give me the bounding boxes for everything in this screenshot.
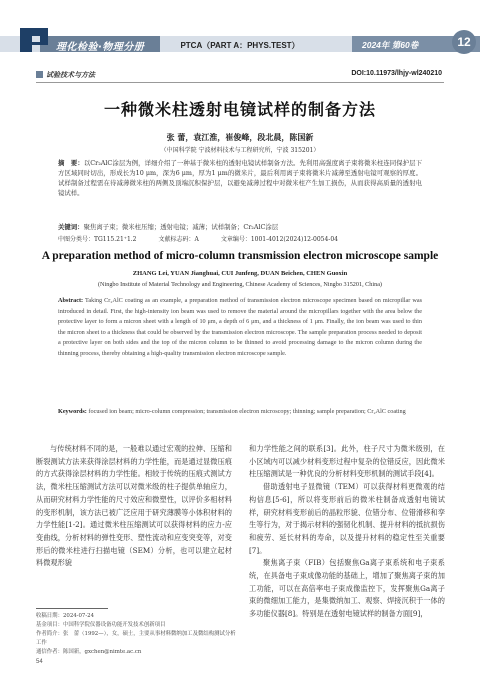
volume-label: 2024年 第60卷 xyxy=(362,40,419,50)
footnote-divider xyxy=(36,608,108,609)
abstract-cn-text: 以Cr₂AlC涂层为例，详细介绍了一种基于微米柱的透射电镜试样制备方法。先利用高强度离子束将微米柱连同保护层下方区域同时切出，形成长为10 μm，深为6 μm，厚为1 μm的微米片，最后利用离子束将微米片减薄至透射电镜可观察的厚度。试样制备过程需在待减薄微米柱的两侧及顶端沉积保护层，以避免减薄过程中对微米柱产生加工损伤，从而获得高质量的透射电镜试样。 xyxy=(58,159,422,197)
body-paragraph: 聚焦离子束（FIB）包括聚焦Ga离子束系统和电子束系统，在具备电子束成像功能的基础上，增加了聚焦离子束的加工功能，可以在高倍率电子束成像监控下，发挥聚焦Ga离子束的微细加工能力，是集微纳加工、观察、焊接沉积于一体的多功能仪器[8]。特别是在透射电镜试样的制备方面[9]， xyxy=(249,558,445,619)
article-number: 文章编号：1001-4012(2024)12-0054-04 xyxy=(220,236,338,243)
footnote-fund: 基金项目：中国科学院仪器设备功能开发技术创新项目 xyxy=(36,622,166,628)
body-paragraph: 与传统材料不同的是，一般难以通过宏观的拉伸、压缩和断裂测试方法来获得涂层材料的力学性能，而是通过显微压痕的方式获得涂层材料的力学性能。相较于传统的压痕式测试方法，微米柱压缩测试方法可以对微米级的柱子提供单轴应力，从而研究材料力学性能的尺寸效应和微塑性，以评价多相材料的变形机制，该方法已被广泛应用于研究薄膜等小体积材料的力学性能[1-2]。通过微米柱压缩测试可以获得材料的应力-应变曲线，分析材料的弹性变形、塑性流动和应变突变等，对变形后的微米柱进行扫描电镜（SEM）分析，也可以建立起材料微观形貌 xyxy=(36,444,232,568)
affiliation-en: (Ningbo Institute of Material Technology and Engineering, Chinese Academy of Sciences, Ningbo 315201, China) xyxy=(97,281,382,288)
body-paragraph: 借助透射电子显微镜（TEM）可以获得材料更微观的结构信息[5-6]，所以将变形前后的微米柱制备成透射电镜试样，研究材料变形前后的晶粒形貌、位错分布、位错滑移和孪生等行为，对于揭示材料的强韧化机制、提升材料的抵抗损伤和疲劳、延长材料的寿命，以及提升材料的稳定性至关重要[7]。 xyxy=(249,482,445,555)
keywords-en-label: Keywords: xyxy=(58,408,87,415)
body-column-right xyxy=(249,443,445,621)
authors-cn: 张 蕾，袁江淮，崔俊峰，段北晨，陈国新 xyxy=(166,133,314,142)
abstract-en-text: Taking Cr₂AlC coating as an example, a preparation method of transmission electron microscope specimen based on micropillar was introduced in detail. First, the high-intensity ion beam was used to remove the material around the micropillars together with the area below the protective layer to form a micron sheet with a length of 10 μm, a depth of 6 μm, and a thickness of 1 μm. Finally, the ion beam was used to thin the micron sheet to a thickness that could be observed by the transmission electron microscope. The sample preparation process needed to deposit a protective layer on both sides and the top of the micron column to be thinned to avoid processing damage to the micron column during the thinning process, thereby obtaining a high-quality transmission electron microscope sample. xyxy=(58,297,422,357)
keywords-en xyxy=(58,407,422,417)
document-code: 文献标志码：A xyxy=(158,236,199,243)
abstract-cn xyxy=(58,158,422,198)
body-column-left xyxy=(36,443,232,570)
keywords-en-text: focused ion beam; micro-column compression; transmission electron microscopy; thinning; sample preparation; Cr₂AlC coating xyxy=(88,408,406,415)
keywords-cn-label: 关键词： xyxy=(58,223,84,231)
issue-number: 12 xyxy=(452,30,476,54)
footnote-received: 收稿日期：2024-07-24 xyxy=(36,613,95,619)
abstract-cn-label: 摘 要： xyxy=(58,159,84,167)
keywords-cn xyxy=(58,222,422,232)
section-square-icon xyxy=(36,71,43,78)
clc-number: 中图分类号：TG115.21⁺1.2 xyxy=(58,236,137,243)
abstract-en xyxy=(58,296,422,360)
keywords-cn-text: 聚焦离子束；微米柱压缩；透射电镜；减薄；试样制备；Cr₂AlC涂层 xyxy=(83,223,279,231)
title-cn: 一种微米柱透射电镜试样的制备方法 xyxy=(103,100,376,119)
abstract-en-label: Abstract: xyxy=(58,297,84,304)
title-en: A preparation method of micro-column transmission electron microscope sample xyxy=(41,250,439,262)
doi: DOI:10.11973/lhjy-wl240210 xyxy=(351,70,442,77)
footnote-author: 作者简介：张 蕾（1992—），女，硕士，主要从事材料微纳加工及微结构测试分析工作 xyxy=(36,631,236,646)
meta-cn xyxy=(58,234,422,243)
journal-title-en: PTCA（PART A：PHYS.TEST） xyxy=(180,41,300,50)
journal-name: 理化检验·物理分册 xyxy=(56,42,145,53)
affiliation-cn: （中国科学院 宁波材料技术与工程研究所，宁波 315201） xyxy=(160,147,320,154)
body-paragraph: 和力学性能之间的联系[3]。此外，柱子尺寸为微米级别，在小区域内可以减少材料变形过程中复杂的位错反应，因此微米柱压缩测试是一种优良的分析材料变形机制的测试手段[4]。 xyxy=(249,444,445,479)
divider xyxy=(36,82,444,83)
footnote-contact: 通信作者：陈国新，gxchen@nimte.ac.cn xyxy=(36,649,142,655)
authors-en: ZHANG Lei, YUAN Jianghuai, CUI Junfeng, DUAN Beichen, CHEN Guoxin xyxy=(132,270,348,277)
section-tag: 试验技术与方法 xyxy=(36,70,95,80)
page-number: 54 xyxy=(36,659,43,665)
